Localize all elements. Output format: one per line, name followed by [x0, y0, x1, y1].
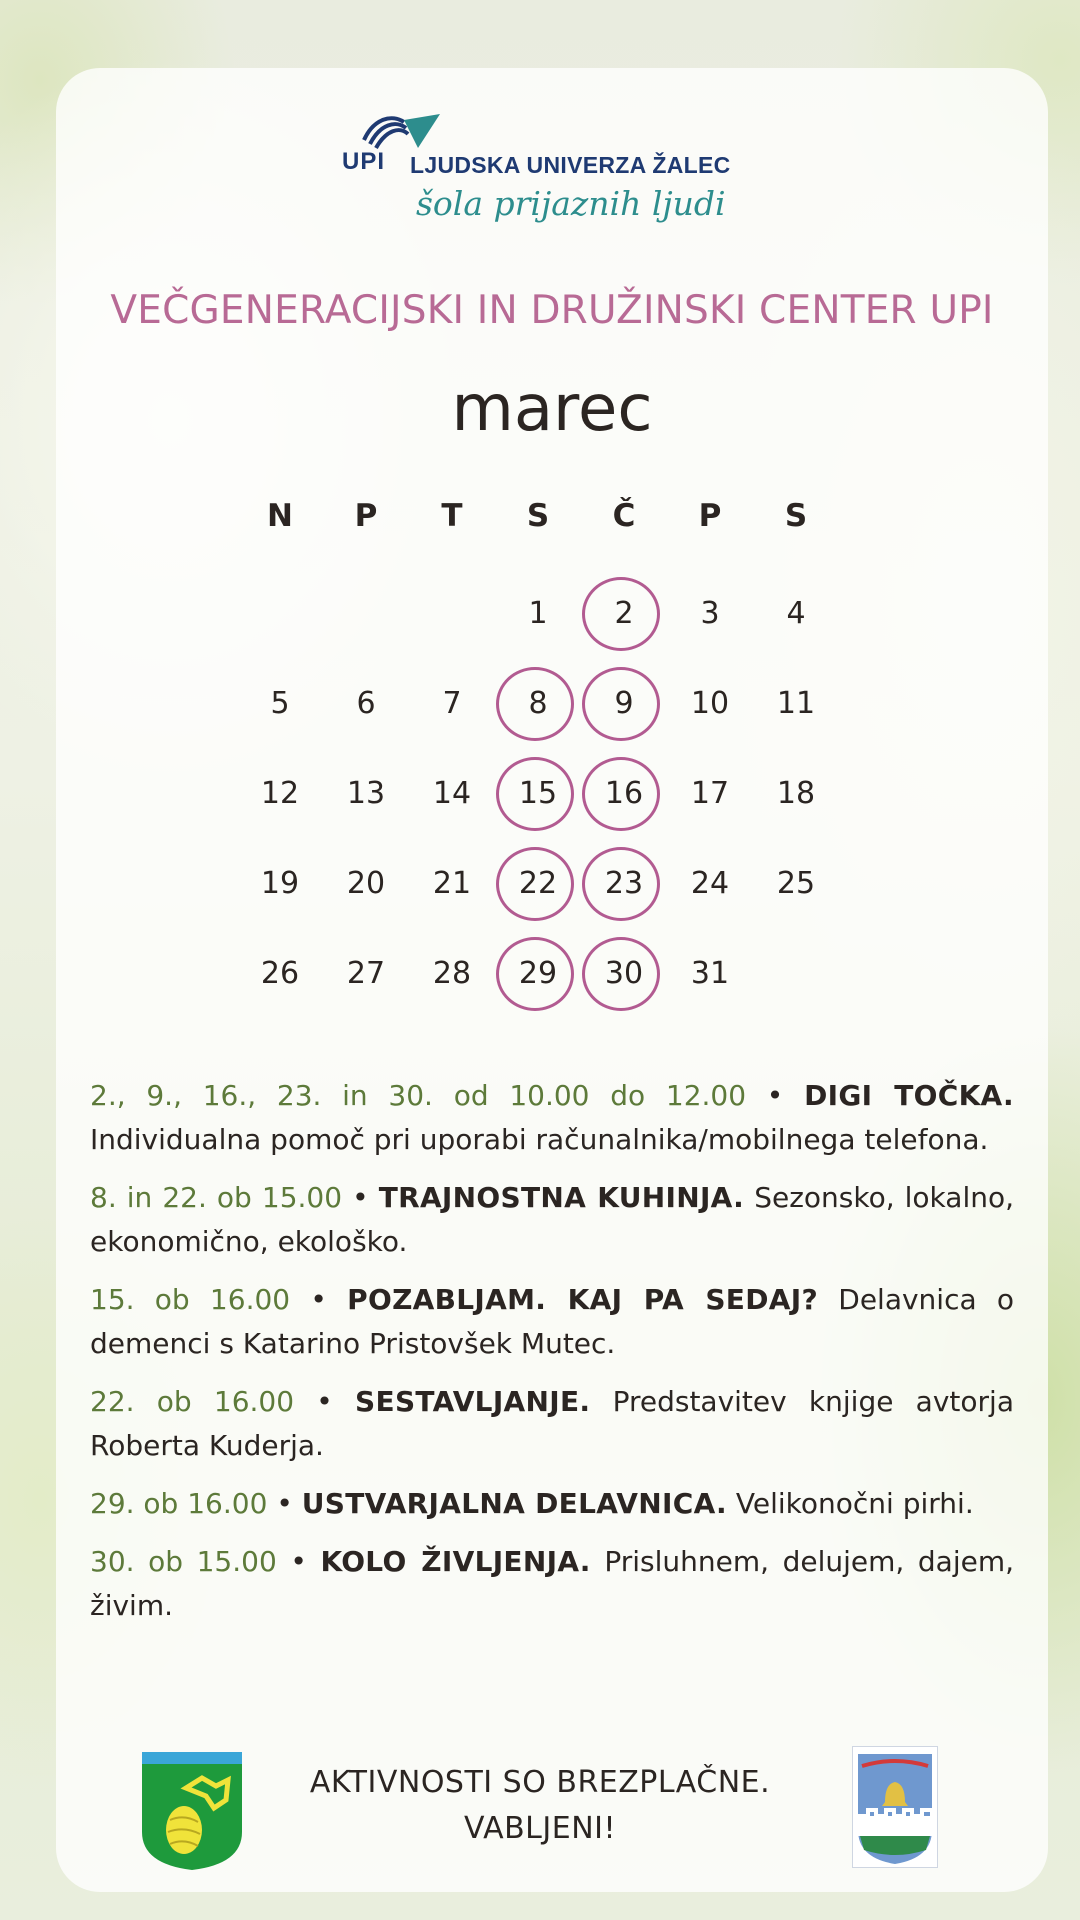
calendar-day: 6	[356, 686, 376, 721]
event-item	[90, 1380, 1014, 1468]
calendar-day: 30	[604, 956, 644, 991]
calendar-day: 10	[690, 686, 730, 721]
calendar-day: 29	[518, 956, 558, 991]
calendar-day: 21	[432, 866, 472, 901]
calendar-day: 20	[346, 866, 386, 901]
calendar-day: 12	[260, 776, 300, 811]
calendar-day: 3	[700, 596, 720, 631]
calendar-day: 23	[604, 866, 644, 901]
weekday-header: P	[354, 498, 378, 534]
weekday-header: T	[441, 498, 463, 534]
logo-name: LJUDSKA UNIVERZA ŽALEC	[410, 152, 731, 178]
calendar-day: 9	[614, 686, 634, 721]
calendar-day: 5	[270, 686, 290, 721]
event-date: 30. ob 15.00	[90, 1545, 277, 1578]
event-separator: •	[766, 1079, 805, 1112]
logo-slogan: šola prijaznih ljudi	[416, 184, 726, 223]
calendar-day: 27	[346, 956, 386, 991]
footer-line-2: VABLJENI!	[463, 1811, 617, 1846]
event-date: 22. ob 16.00	[90, 1385, 295, 1418]
weekday-header: S	[784, 498, 808, 534]
event-description: Velikonočni pirhi.	[735, 1487, 974, 1520]
event-date: 8. in 22. ob 15.00	[90, 1181, 343, 1214]
calendar-day: 1	[528, 596, 548, 631]
calendar-day: 26	[260, 956, 300, 991]
event-separator: •	[276, 1487, 302, 1520]
footer-line-1: AKTIVNOSTI SO BREZPLAČNE.	[309, 1765, 771, 1800]
calendar-day: 2	[614, 596, 634, 631]
calendar-day: 24	[690, 866, 730, 901]
calendar-day: 16	[604, 776, 644, 811]
footer-note	[260, 1760, 820, 1852]
calendar-day: 31	[690, 956, 730, 991]
calendar-day: 22	[518, 866, 558, 901]
calendar-day: 11	[776, 686, 816, 721]
event-item	[90, 1482, 1014, 1526]
center-title: VEČGENERACIJSKI IN DRUŽINSKI CENTER UPI	[110, 288, 994, 333]
event-title: TRAJNOSTNA KUHINJA.	[378, 1181, 745, 1214]
calendar-day: 13	[346, 776, 386, 811]
event-item	[90, 1176, 1014, 1264]
upi-logo	[336, 108, 756, 238]
calendar-day: 28	[432, 956, 472, 991]
event-separator: •	[352, 1181, 379, 1214]
event-description: Individualna pomoč pri uporabi računalnika/mobilnega telefona.	[90, 1123, 989, 1156]
calendar-day: 18	[776, 776, 816, 811]
event-date: 29. ob 16.00	[90, 1487, 268, 1520]
event-date: 15. ob 16.00	[90, 1283, 291, 1316]
events-list	[90, 1074, 1014, 1642]
weekday-header: P	[698, 498, 722, 534]
calendar-day: 8	[528, 686, 548, 721]
calendar-day: 19	[260, 866, 300, 901]
event-separator: •	[316, 1385, 356, 1418]
event-title: DIGI TOČKA.	[804, 1079, 1014, 1112]
calendar-day: 4	[786, 596, 806, 631]
month-title: marec	[451, 372, 653, 446]
event-title: POZABLJAM. KAJ PA SEDAJ?	[347, 1283, 818, 1316]
zalec-municipality-crest-icon	[142, 1752, 242, 1870]
event-description: Prisluhnem, delujem, dajem, živim.	[90, 1545, 1015, 1622]
calendar-day: 25	[776, 866, 816, 901]
calendar-day: 17	[690, 776, 730, 811]
event-description: Delavnica o demenci s Katarino Pristovšek Mutec.	[90, 1283, 1015, 1360]
logo-abbr: UPI	[342, 148, 386, 175]
event-title: SESTAVLJANJE.	[355, 1385, 591, 1418]
event-title: KOLO ŽIVLJENJA.	[320, 1545, 591, 1578]
event-date: 2., 9., 16., 23. in 30. od 10.00 do 12.00	[90, 1079, 747, 1112]
event-separator: •	[310, 1283, 348, 1316]
weekday-header: N	[267, 498, 293, 534]
event-description: Predstavitev knjige avtorja Roberta Kuderja.	[90, 1385, 1014, 1462]
event-separator: •	[290, 1545, 321, 1578]
event-item	[90, 1278, 1014, 1366]
tower-bell-crest-icon	[852, 1746, 938, 1868]
event-description: Sezonsko, lokalno, ekonomično, ekološko.	[90, 1181, 1014, 1258]
event-title: USTVARJALNA DELAVNICA.	[301, 1487, 727, 1520]
calendar-day: 15	[518, 776, 558, 811]
calendar-day: 7	[442, 686, 462, 721]
event-item	[90, 1074, 1014, 1162]
weekday-header: S	[526, 498, 550, 534]
calendar-day: 14	[432, 776, 472, 811]
weekday-header: Č	[612, 498, 636, 534]
event-item	[90, 1540, 1014, 1628]
